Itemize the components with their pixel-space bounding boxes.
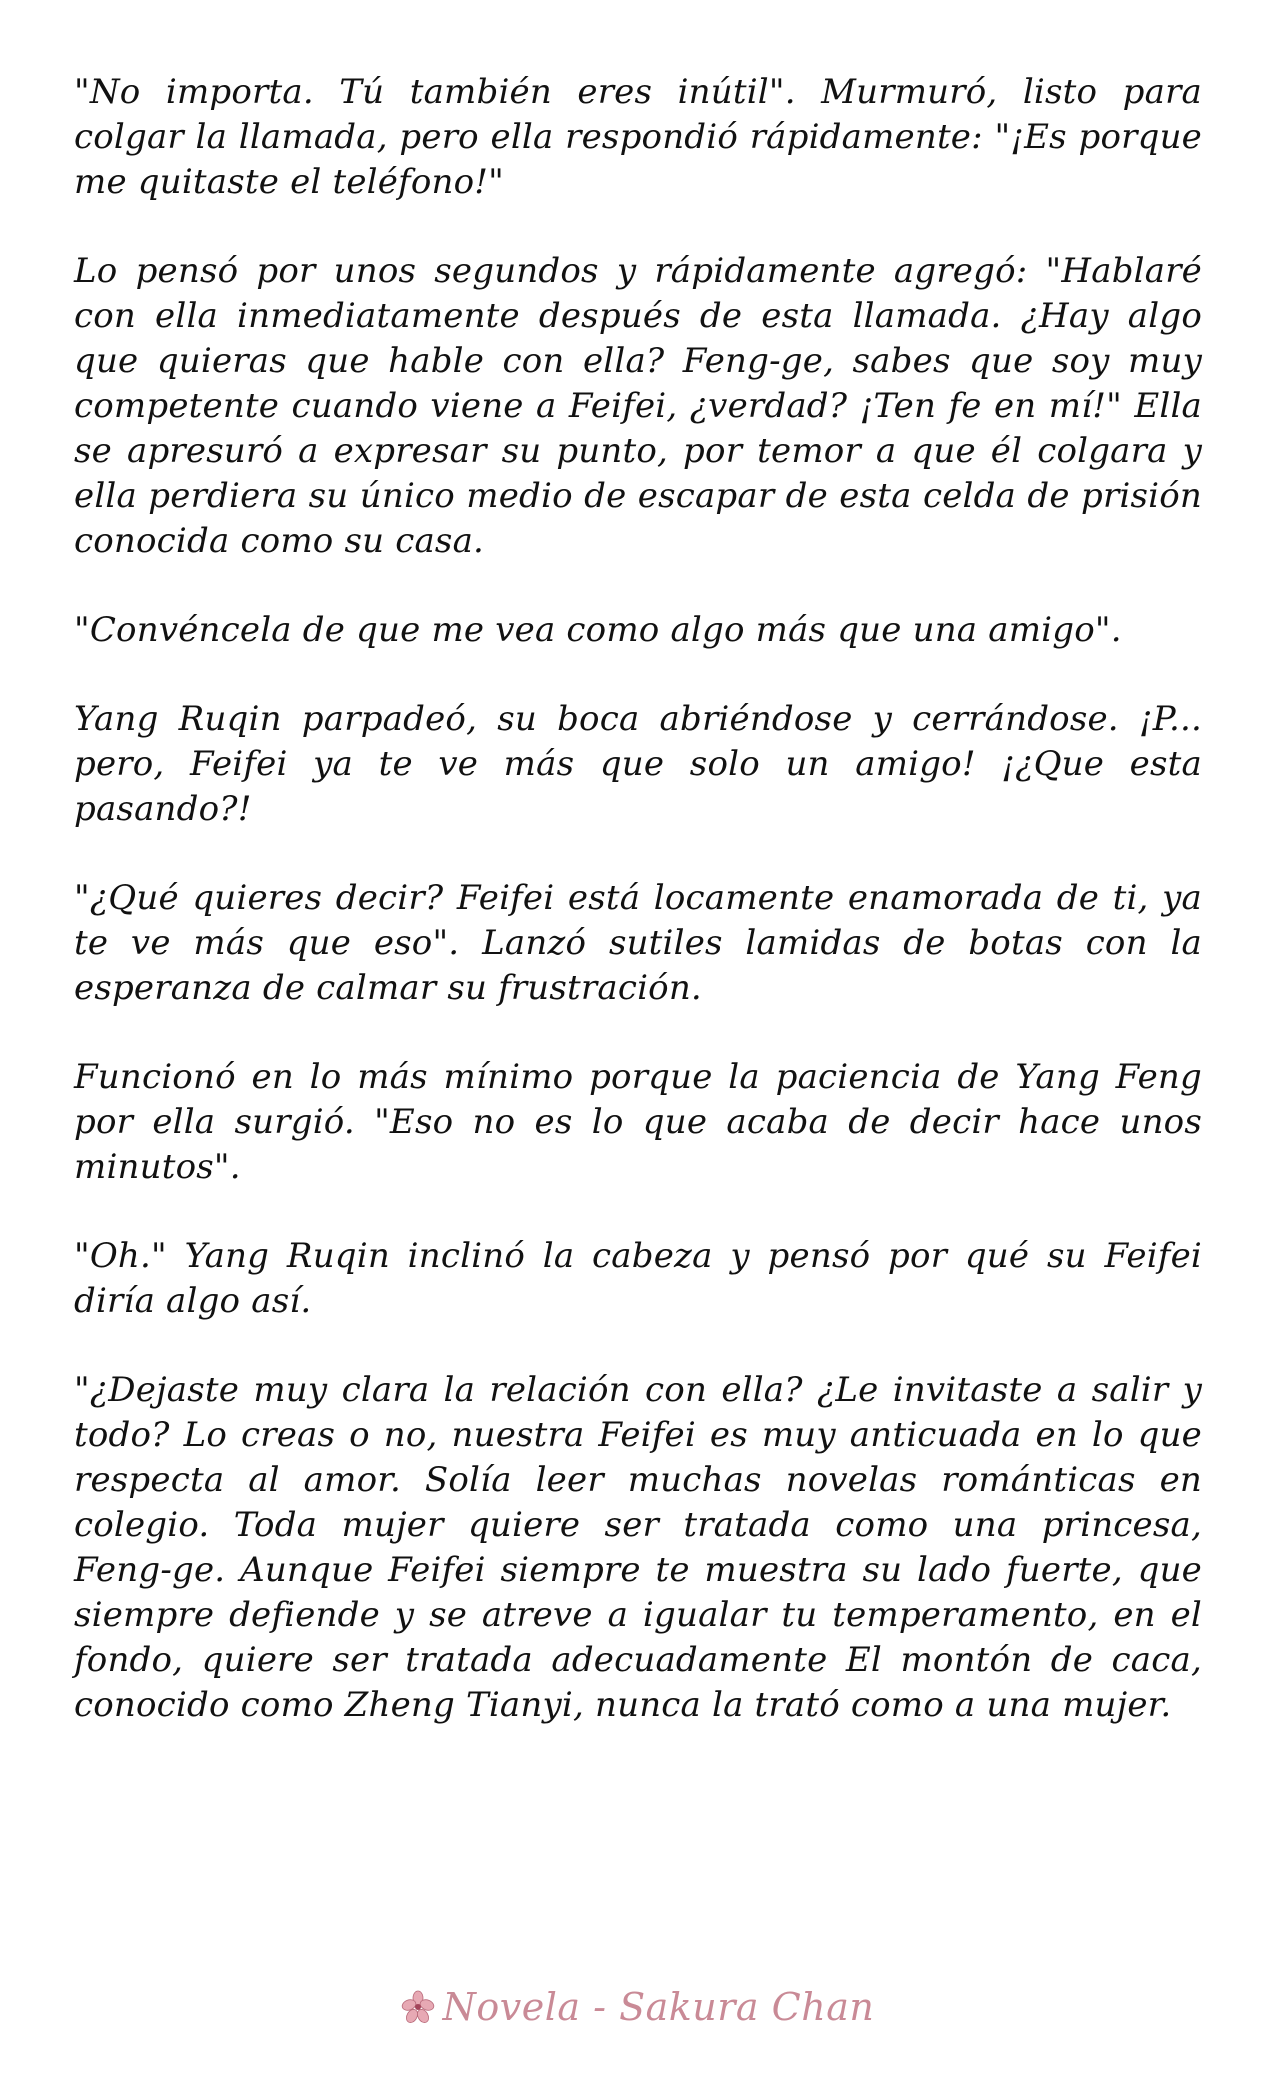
paragraph-8: "¿Dejaste muy clara la relación con ella? ¿Le invitaste a salir y todo? Lo creas o no, nuestra Feifei es muy anticuada en lo que respecta al amor. Solía leer muchas novelas románticas en colegio. Toda mujer quiere ser tratada como una princesa, Feng-ge. Aunque Feifei siempre te muestra su lado fuerte, que siempre defiende y se atreve a igualar tu temperamento, en el fondo, quiere ser tratada adecuadamente El montón de caca, conocido como Zheng Tianyi, nunca la trató como a una mujer. [74,1370,1202,1725]
story-text [74,70,1202,1728]
paragraph-6: Funcionó en lo más mínimo porque la paciencia de Yang Feng por ella surgió. "Eso no es lo que acaba de decir hace unos minutos". [74,1057,1202,1187]
watermark [0,1982,1275,2032]
paragraph-7: "Oh." Yang Ruqin inclinó la cabeza y pensó por qué su Feifei diría algo así. [74,1236,1202,1321]
sakura-flower-icon [401,1990,435,2024]
paragraph-1: "No importa. Tú también eres inútil". Murmuró, listo para colgar la llamada, pero ella respondió rápidamente: "¡Es porque me quitaste el teléfono!" [74,72,1202,202]
watermark-text: Novela - Sakura Chan [442,1985,875,2029]
paragraph-3: "Convéncela de que me vea como algo más que una amigo". [74,610,1122,650]
paragraph-4: Yang Ruqin parpadeó, su boca abriéndose y cerrándose. ¡P... pero, Feifei ya te ve más que solo un amigo! ¡¿Que esta pasando?! [74,699,1202,829]
paragraph-5: "¿Qué quieres decir? Feifei está locamente enamorada de ti, ya te ve más que eso". Lanzó sutiles lamidas de botas con la esperanza de calmar su frustración. [74,878,1202,1008]
paragraph-2: Lo pensó por unos segundos y rápidamente agregó: "Hablaré con ella inmediatamente después de esta llamada. ¿Hay algo que quieras que hable con ella? Feng-ge, sabes que soy muy competente cuando viene a Feifei, ¿verdad? ¡Ten fe en mí!" Ella se apresuró a expresar su punto, por temor a que él colgara y ella perdiera su único medio de escapar de esta celda de prisión conocida como su casa. [74,251,1202,561]
